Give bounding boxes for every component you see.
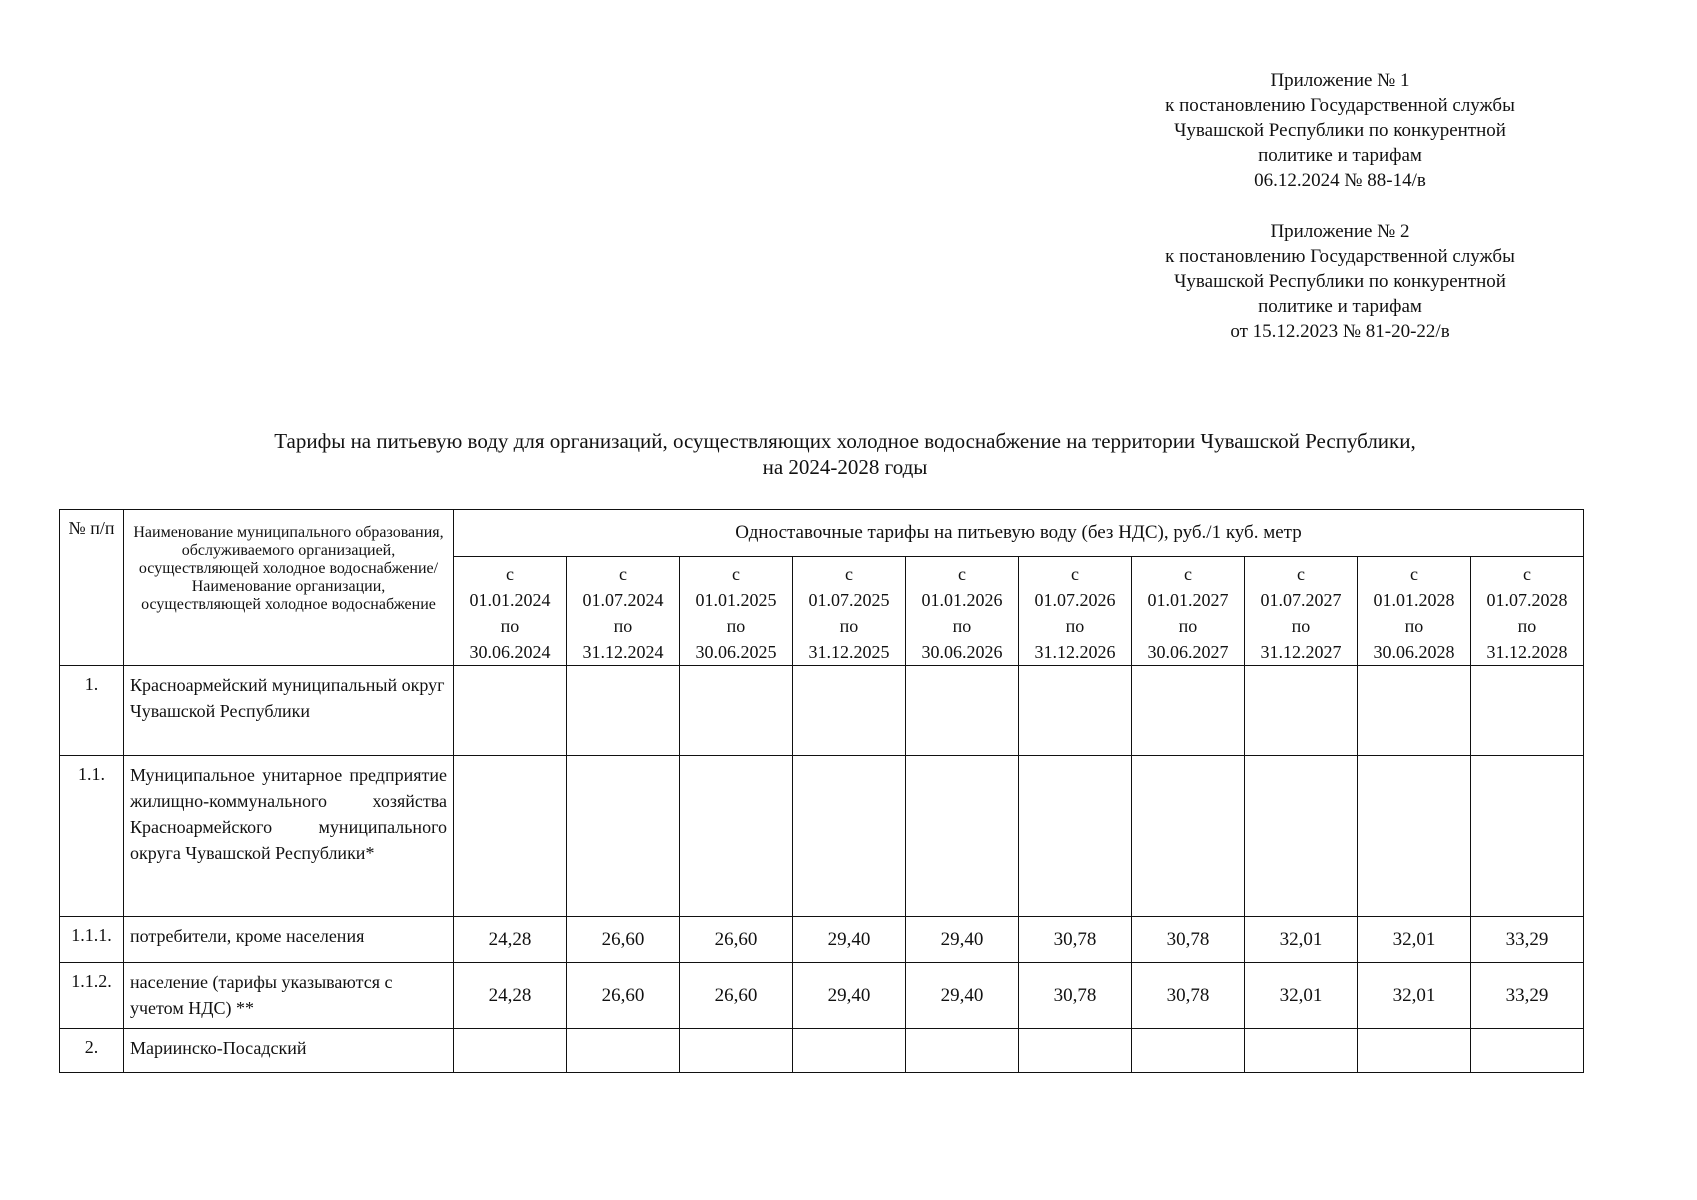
table-row xyxy=(60,756,1584,917)
row-name: Муниципальное унитарное предприятие жилищно-коммунального хозяйства Красноармейского муниципального округа Чувашской Республики* xyxy=(124,756,454,917)
table-row xyxy=(60,1029,1584,1073)
tariff-value-cell xyxy=(1471,756,1584,917)
period-to: 30.06.2028 xyxy=(1373,642,1455,662)
tariff-value-cell xyxy=(1245,666,1358,756)
row-number: 1.1.2. xyxy=(60,963,124,1029)
period-to-word: по xyxy=(1291,616,1311,636)
appendix2-line: от 15.12.2023 № 81-20-22/в xyxy=(1230,321,1450,342)
tariff-value-cell: 24,28 xyxy=(454,917,567,963)
period-to: 31.12.2024 xyxy=(582,642,664,662)
period-header xyxy=(1358,557,1471,666)
period-header xyxy=(454,557,567,666)
table-row xyxy=(60,963,1584,1029)
appendix2-line: к постановлению Государственной службы xyxy=(1165,246,1515,267)
period-header xyxy=(906,557,1019,666)
period-to: 30.06.2027 xyxy=(1147,642,1229,662)
tariff-value-cell: 26,60 xyxy=(680,963,793,1029)
row-number: 2. xyxy=(60,1029,124,1073)
row-name: население (тарифы указываются с учетом НДС) ** xyxy=(124,963,454,1029)
tariff-value-cell xyxy=(1019,1029,1132,1073)
row-number: 1. xyxy=(60,666,124,756)
period-from: 01.01.2027 xyxy=(1147,590,1229,610)
period-from: 01.07.2028 xyxy=(1486,590,1568,610)
period-from: 01.07.2025 xyxy=(808,590,890,610)
period-header xyxy=(1132,557,1245,666)
period-from-word: с xyxy=(1410,564,1418,584)
appendix2-line: политике и тарифам xyxy=(1258,296,1422,317)
tariff-value-cell xyxy=(1019,666,1132,756)
appendix1-line: политике и тарифам xyxy=(1258,145,1422,166)
tariff-value-cell xyxy=(567,1029,680,1073)
tariff-value-cell xyxy=(1358,756,1471,917)
period-from-word: с xyxy=(845,564,853,584)
num-column-header: № п/п xyxy=(60,510,124,666)
period-from-word: с xyxy=(506,564,514,584)
row-name: Красноармейский муниципальный округ Чувашской Республики xyxy=(124,666,454,756)
tariff-value-cell xyxy=(1019,756,1132,917)
period-to: 30.06.2026 xyxy=(921,642,1003,662)
tariff-value-cell: 29,40 xyxy=(793,917,906,963)
tariff-value-cell: 30,78 xyxy=(1132,917,1245,963)
tariff-value-cell xyxy=(1132,666,1245,756)
tariff-value-cell xyxy=(454,1029,567,1073)
period-from: 01.01.2025 xyxy=(695,590,777,610)
tariff-value-cell: 26,60 xyxy=(567,963,680,1029)
tariffs-table xyxy=(59,509,1584,1073)
tariff-value-cell xyxy=(1245,756,1358,917)
period-to-word: по xyxy=(1065,616,1085,636)
period-to-word: по xyxy=(1178,616,1198,636)
tariff-value-cell xyxy=(1358,666,1471,756)
title-line-1: Тарифы на питьевую воду для организаций, осуществляющих холодное водоснабжение на территории Чувашской Республики, xyxy=(274,429,1416,453)
period-from: 01.01.2028 xyxy=(1373,590,1455,610)
tariff-value-cell xyxy=(906,1029,1019,1073)
period-header xyxy=(567,557,680,666)
tariff-value-cell xyxy=(680,666,793,756)
appendix2-line: Приложение № 2 xyxy=(1270,221,1410,242)
tariff-value-cell xyxy=(1358,1029,1471,1073)
tariff-value-cell xyxy=(1245,1029,1358,1073)
period-from-word: с xyxy=(619,564,627,584)
period-from: 01.07.2027 xyxy=(1260,590,1342,610)
appendix1-line: Чувашской Республики по конкурентной xyxy=(1174,120,1506,141)
tariff-value-cell xyxy=(1471,1029,1584,1073)
tariff-value-cell: 30,78 xyxy=(1019,917,1132,963)
period-to: 30.06.2024 xyxy=(469,642,551,662)
tariff-value-cell xyxy=(1132,1029,1245,1073)
period-from-word: с xyxy=(1071,564,1079,584)
tariff-value-cell: 29,40 xyxy=(793,963,906,1029)
period-header xyxy=(680,557,793,666)
appendix-1-block xyxy=(1100,68,1580,193)
tariff-value-cell xyxy=(680,1029,793,1073)
tariff-value-cell: 26,60 xyxy=(567,917,680,963)
period-to-word: по xyxy=(613,616,633,636)
period-to: 31.12.2025 xyxy=(808,642,890,662)
period-to-word: по xyxy=(839,616,859,636)
period-to-word: по xyxy=(500,616,520,636)
tariffs-table-body xyxy=(60,666,1584,1073)
period-from: 01.01.2024 xyxy=(469,590,551,610)
tariff-value-cell xyxy=(567,756,680,917)
tariff-value-cell: 33,29 xyxy=(1471,917,1584,963)
period-to-word: по xyxy=(726,616,746,636)
appendix2-line: Чувашской Республики по конкурентной xyxy=(1174,271,1506,292)
period-to: 31.12.2028 xyxy=(1486,642,1568,662)
period-to-word: по xyxy=(1404,616,1424,636)
tariff-value-cell xyxy=(793,756,906,917)
period-to: 30.06.2025 xyxy=(695,642,777,662)
period-from-word: с xyxy=(1523,564,1531,584)
period-from-word: с xyxy=(958,564,966,584)
table-row xyxy=(60,666,1584,756)
period-from: 01.07.2024 xyxy=(582,590,664,610)
period-from: 01.07.2026 xyxy=(1034,590,1116,610)
period-to: 31.12.2026 xyxy=(1034,642,1116,662)
tariff-value-cell xyxy=(454,756,567,917)
period-header xyxy=(1019,557,1132,666)
tariff-group-header: Одноставочные тарифы на питьевую воду (без НДС), руб./1 куб. метр xyxy=(454,510,1584,557)
row-number: 1.1. xyxy=(60,756,124,917)
tariff-value-cell: 33,29 xyxy=(1471,963,1584,1029)
tariff-value-cell: 30,78 xyxy=(1019,963,1132,1029)
period-from: 01.01.2026 xyxy=(921,590,1003,610)
appendix-2-block xyxy=(1100,219,1580,344)
period-to: 31.12.2027 xyxy=(1260,642,1342,662)
tariff-value-cell xyxy=(680,756,793,917)
tariff-value-cell xyxy=(1471,666,1584,756)
tariff-value-cell: 30,78 xyxy=(1132,963,1245,1029)
tariff-value-cell xyxy=(567,666,680,756)
period-header xyxy=(793,557,906,666)
tariff-value-cell xyxy=(1132,756,1245,917)
period-from-word: с xyxy=(732,564,740,584)
tariff-value-cell xyxy=(906,666,1019,756)
period-header xyxy=(1245,557,1358,666)
row-name: Мариинско-Посадский xyxy=(124,1029,454,1073)
appendix1-line: к постановлению Государственной службы xyxy=(1165,95,1515,116)
tariff-value-cell: 24,28 xyxy=(454,963,567,1029)
row-name: потребители, кроме населения xyxy=(124,917,454,963)
title-line-2: на 2024-2028 годы xyxy=(762,455,928,479)
tariff-value-cell: 29,40 xyxy=(906,963,1019,1029)
name-column-header: Наименование муниципального образования, обслуживаемого организацией, осуществляющей холодное водоснабжение/Наименование организации, осуществляющей холодное водоснабжение xyxy=(124,510,454,666)
table-row xyxy=(60,917,1584,963)
tariff-value-cell xyxy=(793,666,906,756)
tariff-value-cell xyxy=(793,1029,906,1073)
period-header xyxy=(1471,557,1584,666)
period-to-word: по xyxy=(952,616,972,636)
tariff-value-cell: 29,40 xyxy=(906,917,1019,963)
appendix1-line: 06.12.2024 № 88-14/в xyxy=(1254,170,1426,191)
appendix1-line: Приложение № 1 xyxy=(1270,70,1410,91)
tariffs-table-header xyxy=(60,510,1584,666)
tariff-value-cell: 32,01 xyxy=(1358,963,1471,1029)
tariff-value-cell: 26,60 xyxy=(680,917,793,963)
period-from-word: с xyxy=(1184,564,1192,584)
period-from-word: с xyxy=(1297,564,1305,584)
tariff-value-cell xyxy=(454,666,567,756)
row-number: 1.1.1. xyxy=(60,917,124,963)
tariff-value-cell: 32,01 xyxy=(1358,917,1471,963)
tariff-value-cell xyxy=(906,756,1019,917)
period-to-word: по xyxy=(1517,616,1537,636)
document-title xyxy=(130,428,1560,480)
tariff-value-cell: 32,01 xyxy=(1245,917,1358,963)
tariff-value-cell: 32,01 xyxy=(1245,963,1358,1029)
